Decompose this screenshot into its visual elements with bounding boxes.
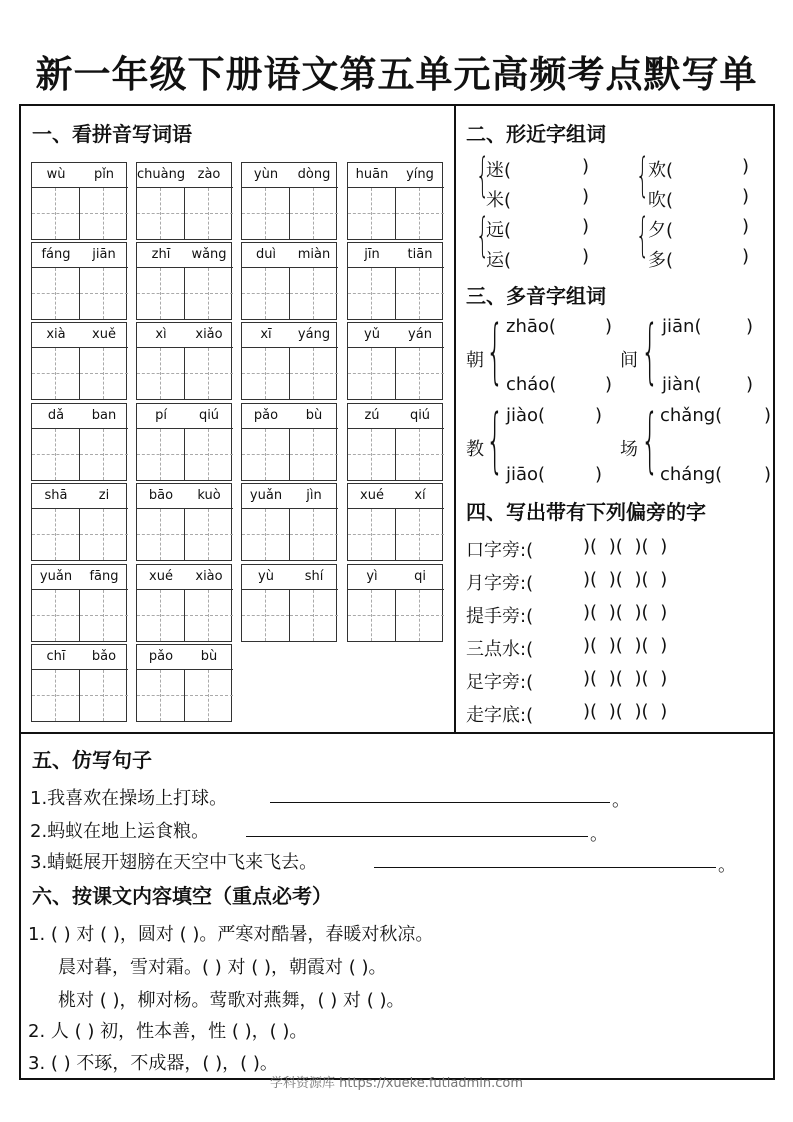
- pinyin-box: [31, 564, 127, 642]
- writing-cell[interactable]: [348, 347, 396, 399]
- pinyin-label: qiú: [409, 408, 431, 423]
- pinyin-label: bāo: [148, 488, 174, 503]
- period: 。: [718, 855, 736, 876]
- close-paren: ): [595, 405, 603, 426]
- pinyin-box: [31, 162, 127, 240]
- similar-char: 夕(: [648, 220, 674, 241]
- writing-cell[interactable]: [348, 589, 396, 641]
- brace: {: [476, 208, 490, 262]
- pinyin-box: [136, 162, 232, 240]
- pinyin-label: tiān: [407, 247, 433, 262]
- similar-char: 欢(: [648, 160, 674, 181]
- close-paren: ): [582, 186, 590, 207]
- writing-cell[interactable]: [290, 187, 338, 239]
- writing-cell[interactable]: [396, 428, 444, 480]
- writing-cell[interactable]: [242, 187, 290, 239]
- writing-cell[interactable]: [242, 267, 290, 319]
- fill-line-2: 晨对暮，雪对霜。( ) 对 ( )，朝霞对 ( )。: [58, 957, 387, 978]
- brace: {: [636, 208, 650, 262]
- pinyin-label: xiǎo: [195, 327, 223, 342]
- pinyin-box: [136, 403, 232, 481]
- section-3-heading: 三、多音字组词: [466, 284, 606, 308]
- writing-cell[interactable]: [396, 267, 444, 319]
- close-paren: ): [764, 464, 772, 485]
- section-4-heading: 四、写出带有下列偏旁的字: [466, 500, 706, 524]
- radical-blanks[interactable]: )( )( )( ): [583, 602, 668, 623]
- pinyin-label: duì: [255, 247, 277, 262]
- similar-char: 米(: [486, 190, 512, 211]
- writing-cell[interactable]: [348, 267, 396, 319]
- radical-label: 口字旁:(: [466, 540, 534, 561]
- writing-cell[interactable]: [348, 508, 396, 560]
- close-paren: ): [582, 216, 590, 237]
- writing-cell[interactable]: [185, 428, 233, 480]
- polyphone-reading: zhāo(: [506, 316, 556, 337]
- pinyin-label: yù: [258, 569, 274, 584]
- pinyin-label: bù: [200, 649, 218, 664]
- writing-cell[interactable]: [348, 428, 396, 480]
- writing-cell[interactable]: [137, 347, 185, 399]
- close-paren: ): [742, 156, 750, 177]
- answer-line[interactable]: [374, 867, 716, 868]
- pinyin-label: dòng: [297, 167, 331, 182]
- polyphone-reading: cháng(: [660, 464, 723, 485]
- radical-blanks[interactable]: )( )( )( ): [583, 701, 668, 722]
- pinyin-label: ban: [91, 408, 117, 423]
- pinyin-box: [347, 162, 443, 240]
- pinyin-label: zú: [364, 408, 380, 423]
- close-paren: ): [605, 316, 613, 337]
- pinyin-label: xì: [155, 327, 167, 342]
- radical-blanks[interactable]: )( )( )( ): [583, 668, 668, 689]
- writing-cell[interactable]: [32, 669, 80, 721]
- close-paren: ): [595, 464, 603, 485]
- pinyin-label: bù: [305, 408, 323, 423]
- writing-cell[interactable]: [396, 508, 444, 560]
- radical-label: 走字底:(: [466, 705, 534, 726]
- writing-cell[interactable]: [80, 508, 128, 560]
- pinyin-box: [241, 403, 337, 481]
- pinyin-label: huān: [355, 167, 389, 182]
- similar-char: 吹(: [648, 190, 674, 211]
- pinyin-label: miàn: [297, 247, 331, 262]
- pinyin-label: jiān: [92, 247, 116, 262]
- polyphone-reading: jiàn(: [662, 374, 702, 395]
- brace: {: [641, 310, 659, 392]
- writing-cell[interactable]: [137, 589, 185, 641]
- writing-cell[interactable]: [396, 187, 444, 239]
- pinyin-label: shā: [44, 488, 68, 503]
- sentence-2: 2.蚂蚁在地上运食粮。: [30, 821, 210, 842]
- pinyin-label: xià: [46, 327, 66, 342]
- polyphone-reading: chǎng(: [660, 405, 723, 426]
- pinyin-box: [31, 242, 127, 320]
- pinyin-label: pǐn: [93, 167, 115, 182]
- pinyin-label: yíng: [406, 167, 434, 182]
- footer-watermark: 学科资源库 https://xueke.futiadmin.com: [269, 1076, 523, 1091]
- pinyin-box: [347, 242, 443, 320]
- writing-cell[interactable]: [348, 187, 396, 239]
- pinyin-label: yuǎn: [249, 488, 283, 503]
- fill-line-3: 桃对 ( )，柳对杨。莺歌对燕舞，( ) 对 ( )。: [58, 990, 405, 1011]
- pinyin-label: xiào: [195, 569, 223, 584]
- close-paren: ): [582, 156, 590, 177]
- period: 。: [612, 790, 630, 811]
- writing-cell[interactable]: [290, 428, 338, 480]
- pinyin-label: jìn: [306, 488, 322, 503]
- radical-label: 足字旁:(: [466, 672, 534, 693]
- section-2-heading: 二、形近字组词: [466, 122, 606, 146]
- writing-cell[interactable]: [80, 589, 128, 641]
- writing-cell[interactable]: [32, 187, 80, 239]
- pinyin-label: bǎo: [91, 649, 117, 664]
- writing-cell[interactable]: [185, 347, 233, 399]
- close-paren: ): [742, 216, 750, 237]
- column-divider: [454, 104, 456, 734]
- writing-cell[interactable]: [32, 267, 80, 319]
- pinyin-label: yùn: [253, 167, 279, 182]
- pinyin-label: xué: [360, 488, 384, 503]
- pinyin-label: zhī: [151, 247, 171, 262]
- period: 。: [590, 824, 608, 845]
- radical-label: 三点水:(: [466, 639, 534, 660]
- brace: {: [636, 148, 650, 202]
- pinyin-label: wǎng: [191, 247, 227, 262]
- polyphone-reading: jiān(: [662, 316, 702, 337]
- pinyin-label: fáng: [41, 247, 71, 262]
- similar-char: 运(: [486, 250, 512, 271]
- pinyin-box: [136, 564, 232, 642]
- pinyin-box: [241, 564, 337, 642]
- similar-char: 远(: [486, 220, 512, 241]
- similar-char: 多(: [648, 250, 674, 271]
- pinyin-label: kuò: [197, 488, 221, 503]
- writing-cell[interactable]: [242, 347, 290, 399]
- polyphone-reading: jiāo(: [506, 464, 546, 485]
- pinyin-box: [136, 322, 232, 400]
- radical-label: 月字旁:(: [466, 573, 534, 594]
- brace: {: [641, 399, 659, 481]
- pinyin-box: [347, 403, 443, 481]
- brace: {: [486, 310, 504, 392]
- close-paren: ): [605, 374, 613, 395]
- pinyin-label: chuàng: [137, 167, 186, 182]
- writing-cell[interactable]: [80, 428, 128, 480]
- writing-cell[interactable]: [185, 589, 233, 641]
- close-paren: ): [742, 186, 750, 207]
- answer-line[interactable]: [246, 836, 588, 837]
- pinyin-label: chī: [46, 649, 66, 664]
- brace: {: [486, 399, 504, 481]
- writing-cell[interactable]: [290, 267, 338, 319]
- pinyin-box: [136, 644, 232, 722]
- pinyin-label: dǎ: [47, 408, 65, 423]
- pinyin-label: pǎo: [253, 408, 279, 423]
- close-paren: ): [746, 374, 754, 395]
- brace: {: [476, 148, 490, 202]
- writing-cell[interactable]: [80, 267, 128, 319]
- pinyin-label: pí: [155, 408, 167, 423]
- writing-cell[interactable]: [242, 428, 290, 480]
- pinyin-label: yáng: [297, 327, 331, 342]
- writing-cell[interactable]: [137, 428, 185, 480]
- writing-cell[interactable]: [185, 669, 233, 721]
- sentence-1: 1.我喜欢在操场上打球。: [30, 788, 228, 809]
- pinyin-box: [136, 483, 232, 561]
- fill-line-4: 2. 人 ( ) 初，性本善，性 ( )，( )。: [28, 1021, 308, 1042]
- polyphone-char: 场: [620, 439, 638, 460]
- pinyin-label: wù: [46, 167, 66, 182]
- pinyin-label: xí: [414, 488, 426, 503]
- polyphone-char: 朝: [466, 350, 484, 371]
- writing-cell[interactable]: [137, 669, 185, 721]
- pinyin-label: yì: [366, 569, 378, 584]
- writing-cell[interactable]: [32, 347, 80, 399]
- pinyin-box: [241, 322, 337, 400]
- writing-cell[interactable]: [80, 347, 128, 399]
- pinyin-box: [31, 483, 127, 561]
- radical-label: 提手旁:(: [466, 606, 534, 627]
- pinyin-box: [136, 242, 232, 320]
- writing-cell[interactable]: [185, 187, 233, 239]
- pinyin-box: [241, 242, 337, 320]
- pinyin-box: [347, 322, 443, 400]
- polyphone-char: 间: [620, 350, 638, 371]
- section-1-heading: 一、看拼音写词语: [32, 122, 192, 146]
- writing-cell[interactable]: [137, 267, 185, 319]
- pinyin-label: yǔ: [364, 327, 380, 342]
- writing-cell[interactable]: [290, 589, 338, 641]
- pinyin-label: xī: [260, 327, 272, 342]
- pinyin-label: qiú: [198, 408, 220, 423]
- writing-cell[interactable]: [185, 508, 233, 560]
- section-5-heading: 五、仿写句子: [32, 748, 152, 772]
- writing-cell[interactable]: [80, 187, 128, 239]
- pinyin-label: zào: [197, 167, 221, 182]
- radical-blanks[interactable]: )( )( )( ): [583, 635, 668, 656]
- polyphone-reading: cháo(: [506, 374, 557, 395]
- pinyin-label: xuě: [92, 327, 116, 342]
- writing-cell[interactable]: [185, 267, 233, 319]
- writing-cell[interactable]: [32, 589, 80, 641]
- sentence-3: 3.蜻蜓展开翅膀在天空中飞来飞去。: [30, 852, 318, 873]
- section-divider: [19, 732, 775, 734]
- polyphone-reading: jiào(: [506, 405, 546, 426]
- writing-cell[interactable]: [290, 508, 338, 560]
- writing-cell[interactable]: [32, 428, 80, 480]
- fill-line-5: 3. ( ) 不琢，不成器，( )，( )。: [28, 1053, 278, 1074]
- writing-cell[interactable]: [396, 589, 444, 641]
- writing-cell[interactable]: [290, 347, 338, 399]
- pinyin-box: [241, 483, 337, 561]
- pinyin-box: [31, 403, 127, 481]
- section-6-heading: 六、按课文内容填空（重点必考）: [32, 884, 332, 908]
- pinyin-box: [31, 644, 127, 722]
- answer-line[interactable]: [270, 802, 610, 803]
- pinyin-label: qi: [414, 569, 426, 584]
- fill-line-1: 1. ( ) 对 ( )，圆对 ( )。严寒对酷暑，春暖对秋凉。: [28, 924, 434, 945]
- polyphone-char: 教: [466, 439, 484, 460]
- writing-cell[interactable]: [32, 508, 80, 560]
- pinyin-label: pǎo: [148, 649, 174, 664]
- pinyin-label: jīn: [364, 247, 380, 262]
- writing-cell[interactable]: [137, 187, 185, 239]
- pinyin-label: zi: [98, 488, 110, 503]
- close-paren: ): [746, 316, 754, 337]
- radical-blanks[interactable]: )( )( )( ): [583, 536, 668, 557]
- pinyin-box: [347, 564, 443, 642]
- pinyin-label: shí: [304, 569, 324, 584]
- writing-cell[interactable]: [242, 589, 290, 641]
- writing-cell[interactable]: [80, 669, 128, 721]
- writing-cell[interactable]: [242, 508, 290, 560]
- close-paren: ): [582, 246, 590, 267]
- pinyin-box: [31, 322, 127, 400]
- pinyin-box: [347, 483, 443, 561]
- radical-blanks[interactable]: )( )( )( ): [583, 569, 668, 590]
- page-title: 新一年级下册语文第五单元高频考点默写单: [35, 53, 758, 96]
- similar-char: 迷(: [486, 160, 512, 181]
- pinyin-box: [241, 162, 337, 240]
- pinyin-label: xué: [149, 569, 173, 584]
- pinyin-label: yán: [408, 327, 432, 342]
- close-paren: ): [764, 405, 772, 426]
- pinyin-label: fāng: [89, 569, 119, 584]
- pinyin-label: yuǎn: [39, 569, 73, 584]
- close-paren: ): [742, 246, 750, 267]
- writing-cell[interactable]: [137, 508, 185, 560]
- writing-cell[interactable]: [396, 347, 444, 399]
